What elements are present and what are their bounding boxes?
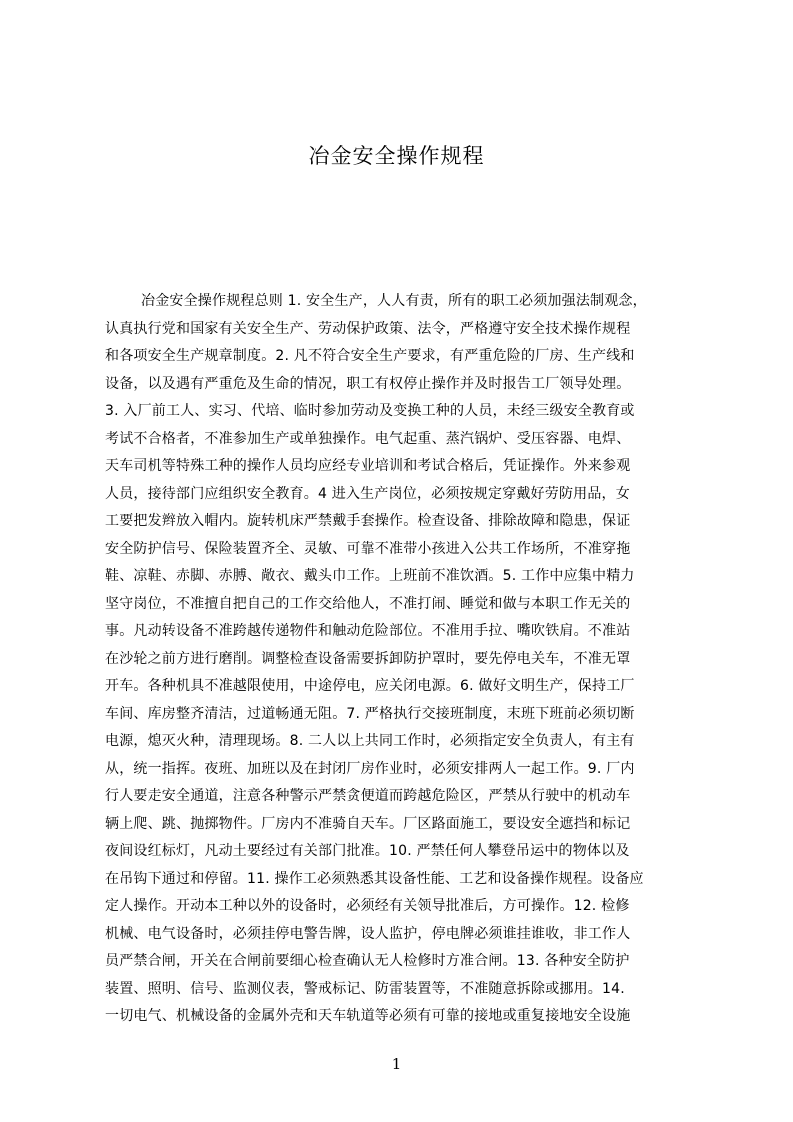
body-line: 从，统一指挥。夜班、加班以及在封闭厂房作业时，必须安排两人一起工作。9. 厂内 [105,760,635,777]
body-line: 辆上爬、跳、抛掷物件。厂房内不准骑自天车。厂区路面施工，要设安全遮挡和标记 [105,815,631,832]
body-line: 人员，接待部门应组织安全教育。4 进入生产岗位，必须按规定穿戴好劳防用品，女 [105,485,630,502]
body-line: 行人要走安全通道，注意各种警示严禁贪便道而跨越危险区，严禁从行驶中的机动车 [105,788,631,804]
body-line: 鞋、凉鞋、赤脚、赤膊、敞衣、戴头巾工作。上班前不准饮酒。5. 工作中应集中精力 [105,568,635,584]
body-line: 电源，熄灭火种，清理现场。8. 二人以上共同工作时，必须指定安全负责人，有主有 [105,733,635,749]
body-line: 工要把发辫放入帽内。旋转机床严禁戴手套操作。检查设备、排除故障和隐患，保证 [105,513,631,529]
body-line: 一切电气、机械设备的金属外壳和天车轨道等必须有可靠的接地或重复接地安全设施 [105,1008,631,1024]
body-line: 在吊钩下通过和停留。11. 操作工必须熟悉其设备性能、工艺和设备操作规程。设备应 [105,870,644,887]
body-line: 安全防护信号、保险装置齐全、灵敏、可靠不准带小孩进入公共工作场所，不准穿拖 [105,540,631,557]
body-line: 装置、照明、信号、监测仪表，警戒标记、防雷装置等，不准随意拆除或挪用。14. [105,980,625,997]
body-line: 在沙轮之前方进行磨削。调整检查设备需要拆卸防护罩时，要先停电关车，不准无罩 [105,650,631,667]
body-line: 和各项安全生产规章制度。2. 凡不符合安全生产要求，有严重危险的厂房、生产线和 [105,348,635,364]
body-line: 定人操作。开动本工种以外的设备时，必须经有关领导批准后，方可操作。12. 检修 [105,898,630,914]
body-line: 员严禁合闸，开关在合闸前要细心检查确认无人检修时方准合闸。13. 各种安全防护 [105,953,630,969]
body-line: 机械、电气设备时，必须挂停电警告牌，设人监护，停电牌必须谁挂谁收，非工作人 [105,925,631,942]
body-line: 事。凡动转设备不准跨越传递物件和触动危险部位。不准用手拉、嘴吹铁肩。不准站 [105,623,631,639]
body-line: 考试不合格者，不准参加生产或单独操作。电气起重、蒸汽锅炉、受压容器、电焊、 [105,430,631,447]
document-title: 冶金安全操作规程 [308,144,485,168]
body-line: 夜间设红标灯，凡动土要经过有关部门批准。10. 严禁任何人攀登吊运中的物体以及 [105,843,630,859]
body-line: 认真执行党和国家有关安全生产、劳动保护政策、法令，严格遵守安全技术操作规程 [105,320,631,337]
body-line: 3. 入厂前工人、实习、代培、临时参加劳动及变换工种的人员，未经三级安全教育或 [105,403,635,419]
body-line: 坚守岗位，不准擅自把自己的工作交给他人，不准打闹、睡觉和做与本职工作无关的 [105,595,631,612]
document-body [105,288,700,1031]
body-line: 设备，以及遇有严重危及生命的情况，职工有权停止操作并及时报告工厂领导处理。 [105,375,631,392]
body-line: 冶金安全操作规程总则 1. 安全生产，人人有责，所有的职工必须加强法制观念， [141,293,647,309]
page-number: 1 [391,1055,402,1073]
body-line: 开车。各种机具不准越限使用，中途停电，应关闭电源。6. 做好文明生产，保持工厂 [105,678,635,694]
body-line: 车间、库房整齐清洁，过道畅通无阻。7. 严格执行交接班制度，末班下班前必须切断 [105,705,635,722]
body-line: 天车司机等特殊工种的操作人员均应经专业培训和考试合格后，凭证操作。外来参观 [105,458,631,474]
